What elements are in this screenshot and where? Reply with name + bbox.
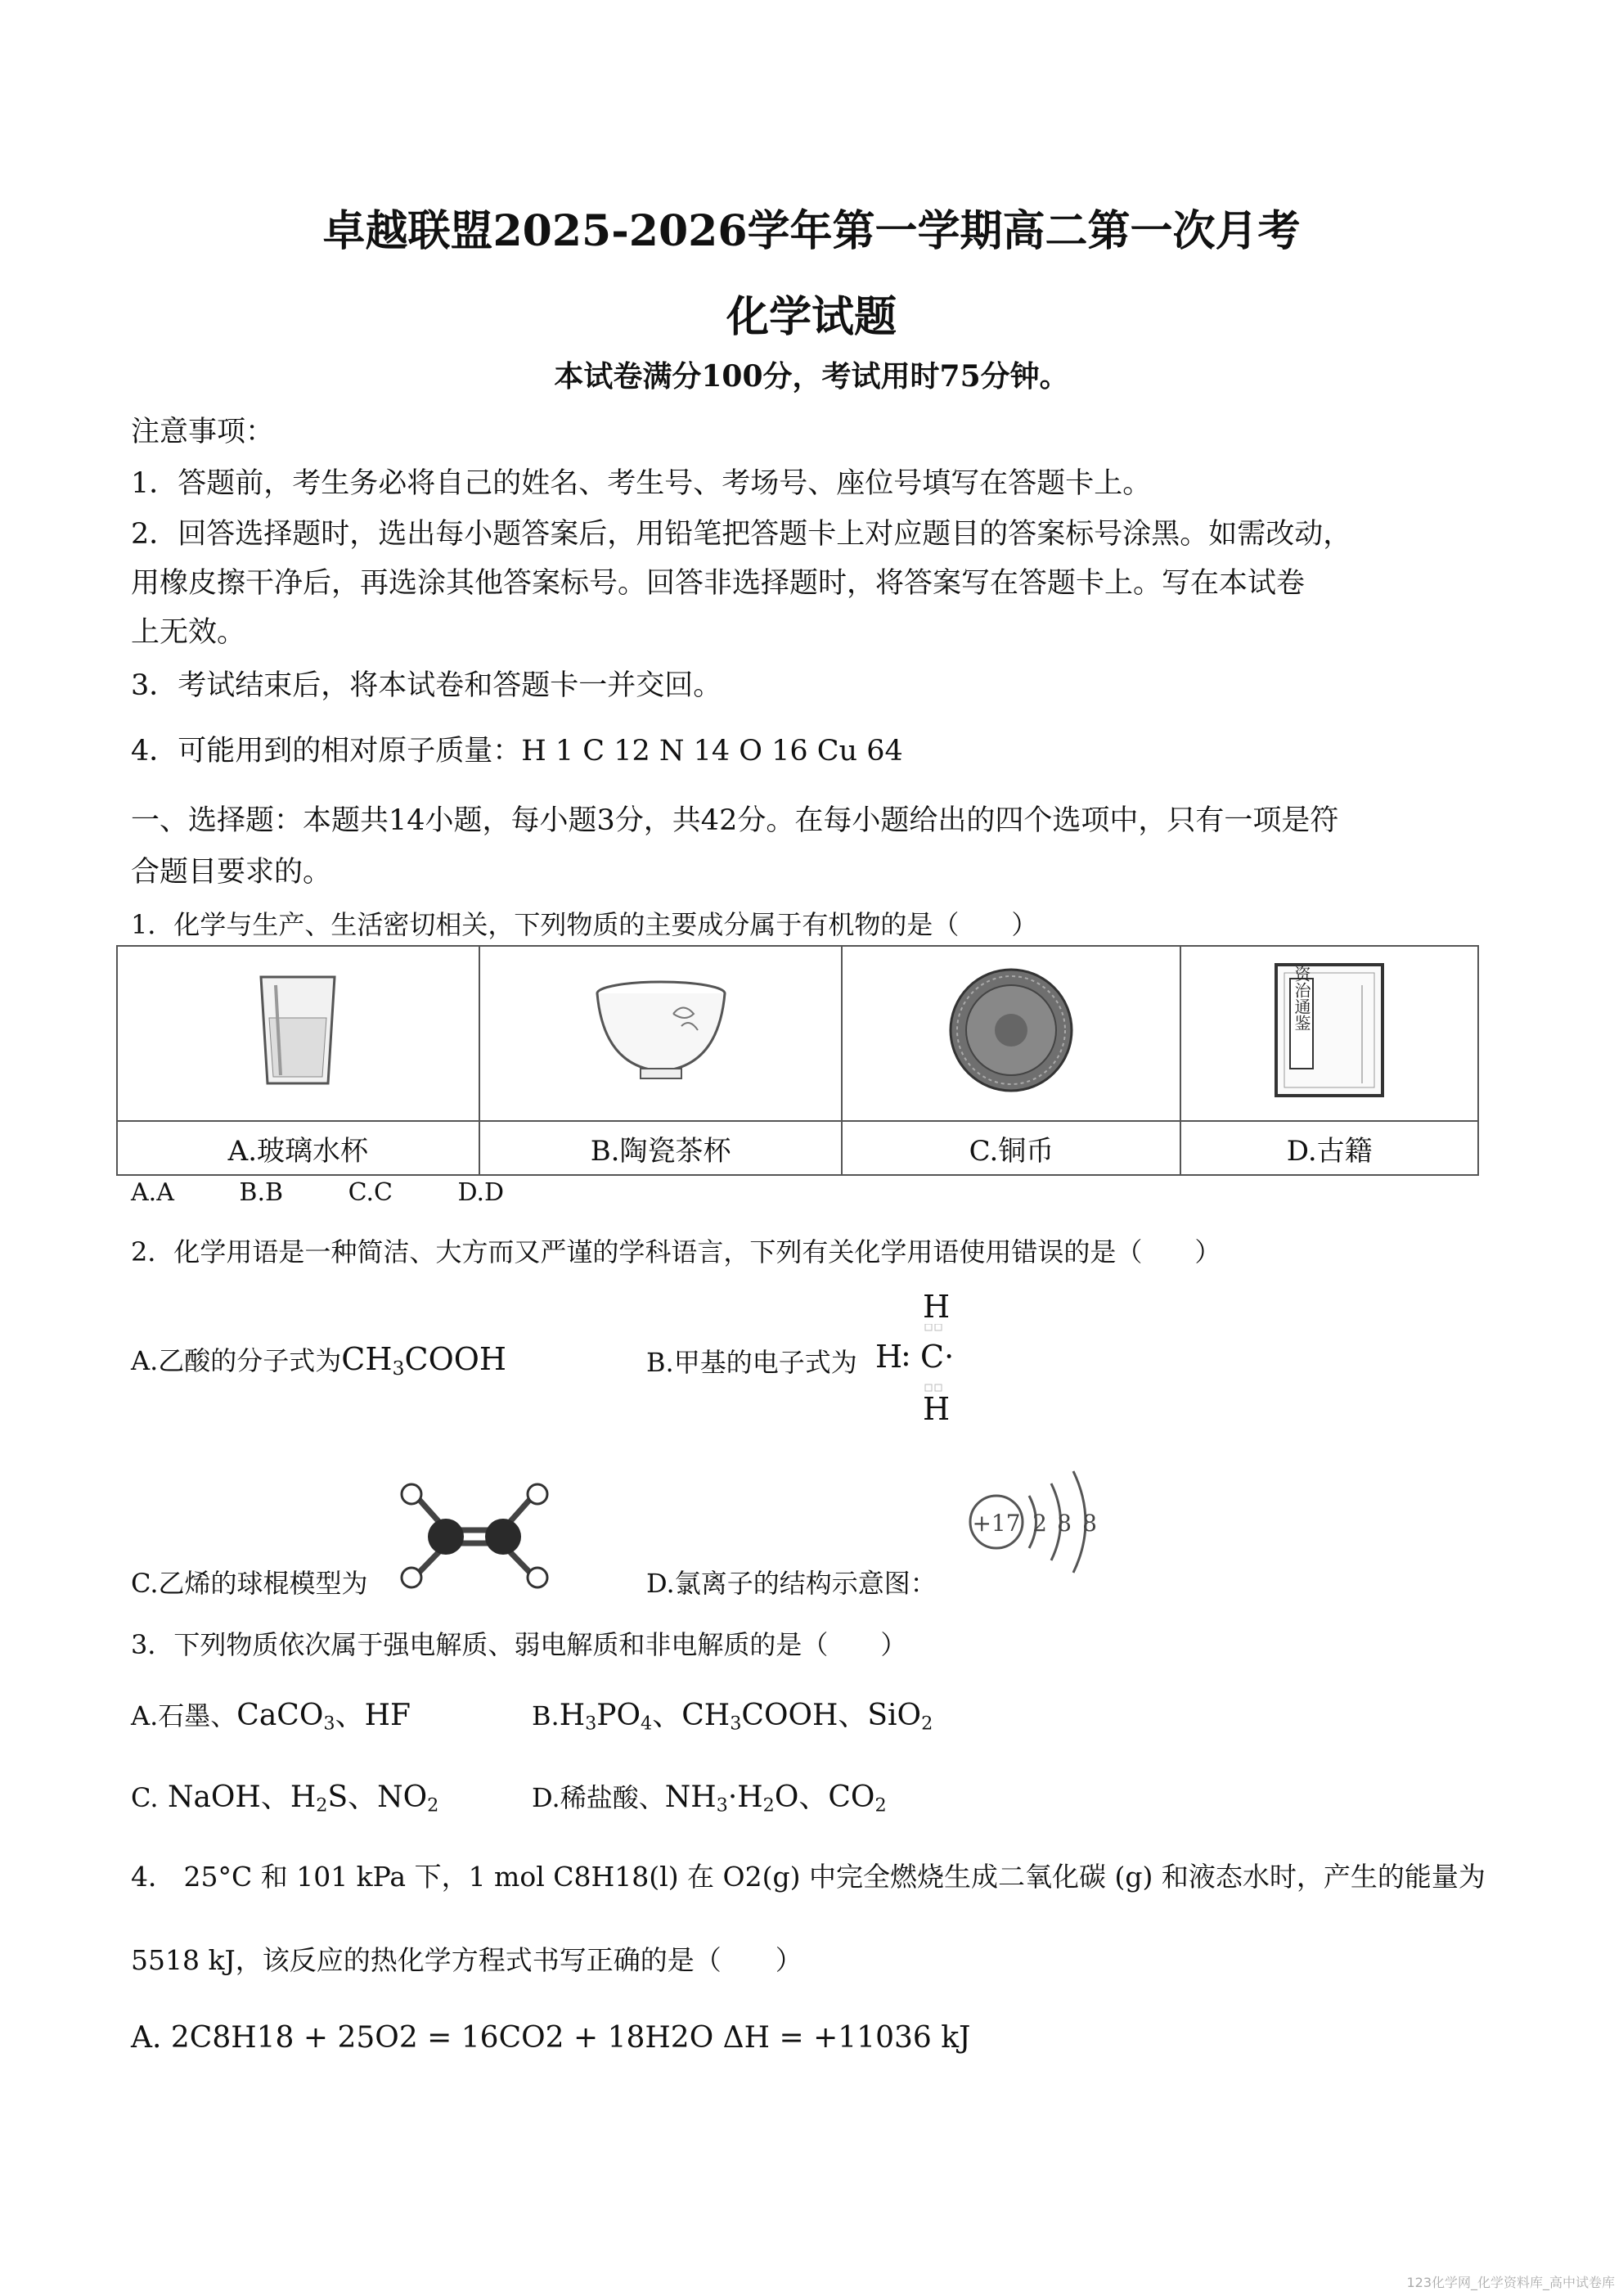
question-3-option-d[interactable] (532, 1774, 887, 1817)
option-a-prefix: A.石墨、 (131, 1700, 237, 1731)
ancient-book-image (1180, 946, 1478, 1121)
question-1-stem: 1．化学与生产、生活密切相关，下列物质的主要成分属于有机物的是（ ） (131, 909, 1038, 940)
shell-1-count: 2 (1032, 1510, 1047, 1537)
option-b-text: B.甲基的电子式为 (646, 1347, 857, 1378)
question-3-option-a[interactable] (131, 1692, 411, 1735)
electron-formula-colon: : (901, 1337, 911, 1373)
option-a-formulas: CaCO$_3$、HF (236, 1699, 411, 1735)
copper-coin-image (842, 946, 1180, 1121)
question-2-option-c[interactable]: C.乙烯的球棍模型为 (131, 1568, 368, 1599)
answer-b[interactable]: B.B (239, 1178, 284, 1207)
option-a-text: A.乙酸的分子式为 (131, 1345, 342, 1376)
notice-item-2-end: 上无效。 (131, 616, 246, 649)
question-2-option-a[interactable] (131, 1340, 506, 1380)
option-b-formulas: $H_3PO_4$、$CH_3COOH$、SiO$_2$ (559, 1699, 933, 1735)
footer-watermark: 123化学网_化学资料库_高中试卷库 (1406, 2275, 1615, 2290)
question-2-stem: 2．化学用语是一种简洁、大方而又严谨的学科语言，下列有关化学用语使用错误的是（ ） (131, 1236, 1221, 1267)
exam-title: 卓越联盟2025-2026学年第一学期高二第一次月考 (322, 206, 1301, 256)
question-4-stem-line-1: 4． 25°C 和 101 kPa 下，1 mol C8H18(l) 在 O2(g) 中完全燃烧生成二氧化碳 (g) 和液态水时，产生的能量为 (131, 1861, 1486, 1893)
caption-a: A.玻璃水杯 (117, 1121, 479, 1175)
chloride-ion-structure-diagram (965, 1463, 1121, 1594)
option-d-prefix: D.稀盐酸、 (532, 1782, 665, 1813)
question-3-option-b[interactable] (532, 1692, 933, 1735)
notice-item-1: 1．答题前，考生务必将自己的姓名、考生号、考场号、座位号填写在答题卡上。 (131, 467, 1152, 500)
question-2-option-b[interactable] (646, 1342, 857, 1380)
option-c-formulas: NaOH、$H_2S$、$NO_2$ (158, 1781, 439, 1817)
acetic-acid-formula: $CH_3COOH$ (341, 1341, 507, 1380)
ceramic-cup-image (479, 946, 843, 1121)
notice-item-3: 3．考试结束后，将本试卷和答题卡一并交回。 (131, 669, 722, 702)
electron-formula-h-bottom: H (923, 1391, 951, 1427)
question-1-answers (131, 1178, 561, 1207)
shell-2-count: 8 (1057, 1510, 1072, 1537)
option-b-prefix: B. (532, 1700, 560, 1731)
electron-formula-h-top: H (923, 1289, 951, 1325)
shell-3-count: 8 (1082, 1510, 1097, 1537)
ethylene-ball-stick-model (380, 1483, 569, 1589)
book-title-text: 资治通鉴 (1292, 965, 1312, 1031)
subject-title: 化学试题 (726, 292, 897, 342)
notice-item-2: 2．回答选择题时，选出每小题答案后，用铅笔把答题卡上对应题目的答案标号涂黑。如需改动， (131, 518, 1352, 551)
electron-pairs-icon (920, 1324, 953, 1398)
section-heading-cont: 合题目要求的。 (131, 856, 332, 889)
question-3-option-c[interactable] (131, 1774, 438, 1817)
question-2-option-d[interactable]: D.氯离子的结构示意图： (646, 1568, 937, 1599)
answer-a[interactable]: A.A (131, 1178, 174, 1207)
answer-d[interactable]: D.D (457, 1178, 505, 1207)
option-c-prefix: C. (131, 1782, 159, 1813)
exam-info: 本试卷满分100分，考试用时75分钟。 (554, 359, 1069, 394)
caption-d: D.古籍 (1180, 1121, 1478, 1175)
notice-item-4: 4．可能用到的相对原子质量：H 1 C 12 N 14 O 16 Cu 64 (131, 735, 903, 768)
section-heading: 一、选择题：本题共14小题，每小题3分，共42分。在每小题给出的四个选项中，只有一项是符 (131, 804, 1339, 837)
nucleus-charge: +17 (972, 1510, 1021, 1537)
question-1-image-table (116, 945, 1479, 1176)
option-d-formulas: $NH_3\cdot H_2O$、$CO_2$ (664, 1781, 887, 1817)
question-4-stem-line-2: 5518 kJ，该反应的热化学方程式书写正确的是（ ） (131, 1944, 803, 1976)
answer-c[interactable]: C.C (348, 1178, 393, 1207)
notice-heading: 注意事项： (131, 416, 275, 448)
caption-b: B.陶瓷茶杯 (479, 1121, 843, 1175)
notice-item-2-cont: 用橡皮擦干净后，再选涂其他答案标号。回答非选择题时，将答案写在答题卡上。写在本试卷 (131, 567, 1306, 600)
glass-cup-image (117, 946, 479, 1121)
electron-formula-carbon: C· (920, 1339, 955, 1375)
question-3-stem: 3．下列物质依次属于强电解质、弱电解质和非电解质的是（ ） (131, 1629, 907, 1660)
electron-formula-h-left: H (875, 1339, 903, 1375)
question-4-option-a[interactable]: A. 2C8H18 + 25O2 = 16CO2 + 18H2O ΔH = +11036 kJ (131, 2021, 971, 2055)
caption-c: C.铜币 (842, 1121, 1180, 1175)
